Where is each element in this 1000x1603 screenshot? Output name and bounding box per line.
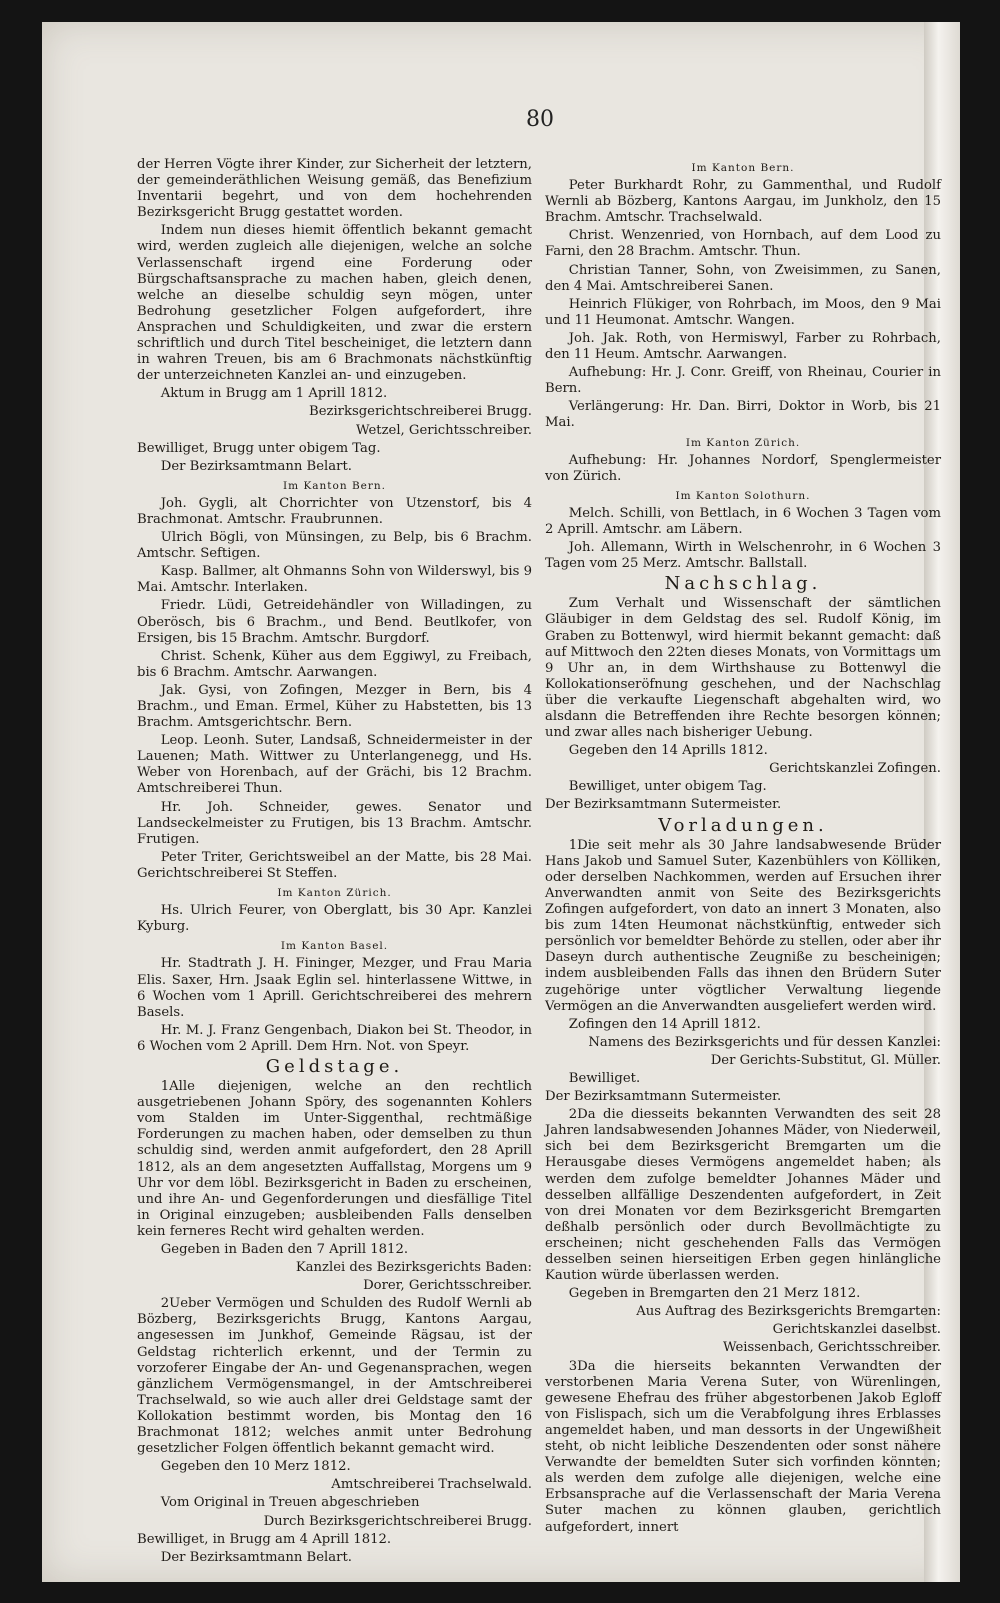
list-item: Joh. Jak. Roth, von Hermiswyl, Farber zu Rohrbach, den 11 Heum. Amtschr. Aarwangen. <box>545 330 941 363</box>
list-item: Kasp. Ballmer, alt Ohmanns Sohn von Wilderswyl, bis 9 Mai. Amtschr. Interlaken. <box>137 564 532 596</box>
paragraph: 1Alle diejenigen, welche an den rechtlich ausgetriebenen Johann Spöry, des sogenannten Kohlers vom Stalden im Unter-Siggenthal, rechtmäßige Forderungen zu machen haben, oder demselben zu thun schuldig sind, werden anmit aufgefordert, den 28 Aprill 1812, als an dem angesetzten Auffallstag, Morgens um 9 Uhr vor dem löbl. Bezirksgericht in Baden zu erscheinen, und ihre An- und Gegenforderungen und diesfällige Titel in Original einzugeben; ausbleibenden Falls denselben kein ferneres Recht wird gehalten werden. <box>137 1079 532 1239</box>
signature: Durch Bezirksgerichtschreiberei Brugg. <box>263 1513 532 1529</box>
list-item: Aufhebung: Hr. Johannes Nordorf, Spenglermeister von Zürich. <box>545 452 941 484</box>
date-line: Aktum in Brugg am 1 Aprill 1812. <box>160 386 388 402</box>
approval-line: Bewilliget. <box>568 1070 641 1086</box>
list-item: Joh. Gygli, alt Chorrichter von Utzenstorf, bis 4 Brachmonat. Amtschr. Fraubrunnen. <box>137 495 532 527</box>
right-column <box>545 157 941 1538</box>
page-number: 80 <box>526 107 554 132</box>
approval-line: Bewilliget, Brugg unter obigem Tag. <box>137 440 381 456</box>
section-subheading: Im Kanton Bern. <box>691 162 795 174</box>
signature: Namens des Bezirksgerichts und für dessen Kanzlei: <box>588 1034 941 1050</box>
date-line: Gegeben in Bremgarten den 21 Merz 1812. <box>568 1286 861 1302</box>
signature: Dorer, Gerichtsschreiber. <box>363 1278 532 1294</box>
date-line: Zofingen den 14 Aprill 1812. <box>568 1016 761 1032</box>
list-item: Peter Burkhardt Rohr, zu Gammenthal, und Rudolf Wernli ab Bözberg, Kantons Aargau, im Junkholz, den 15 Brachm. Amtschr. Trachselwald. <box>545 178 941 226</box>
signature: Weissenbach, Gerichtsschreiber. <box>723 1340 941 1356</box>
list-item: Christian Tanner, Sohn, von Zweisimmen, zu Sanen, den 4 Mai. Amtschreiberei Sanen. <box>545 262 941 294</box>
list-item: Christ. Wenzenried, von Hornbach, auf dem Lood zu Farni, den 28 Brachm. Amtschr. Thun. <box>545 228 941 260</box>
date-line: Gegeben den 10 Merz 1812. <box>160 1459 351 1475</box>
list-item: Hr. Joh. Schneider, gewes. Senator und Landseckelmeister zu Frutigen, bis 13 Brachm. Amtschr. Frutigen. <box>137 799 532 847</box>
signature: Amtschreiberei Trachselwald. <box>331 1477 532 1493</box>
section-subheading: Im Kanton Basel. <box>280 940 389 953</box>
approval-signature: Der Bezirksamtmann Belart. <box>160 458 352 474</box>
left-column <box>137 157 532 1568</box>
section-subheading: Im Kanton Zürich. <box>685 436 801 449</box>
list-item: Verlängerung: Hr. Dan. Birri, Doktor in Worb, bis 21 Mai. <box>545 399 941 431</box>
signature: Wetzel, Gerichtsschreiber. <box>355 422 532 438</box>
list-item: Hr. M. J. Franz Gengenbach, Diakon bei St. Theodor, in 6 Wochen vom 2 Aprill. Dem Hrn. Not. von Speyr. <box>137 1022 532 1054</box>
section-heading: Nachschlag. <box>664 573 822 595</box>
list-item: Jak. Gysi, von Zofingen, Mezger in Bern, bis 4 Brachm., und Eman. Ermel, Küher zu Habstetten, bis 13 Brachm. Amtsgerichtschr. Bern. <box>137 682 532 731</box>
paragraph: 2Ueber Vermögen und Schulden des Rudolf Wernli ab Bözberg, Bezirksgerichts Brugg, Kantons Aargau, angesessen im Junkhof, Gemeinde Rägsau, ist der Geldstag richterlich erkennt, und der Termin zu vorzoferer Eingabe der An- und Gegenansprachen, wegen gänzlichem Vermögensmangel, in der Amtschreiberei Trachselwald, so wie auch aller drei Geldstage samt der Kollokation bestimmt worden, bis Montag den 16 Brachmonat 1812; welches anmit unter Bedrohung gesetzlicher Folgen öffentlich bekannt gemacht wird. <box>137 1296 532 1457</box>
paragraph: Zum Verhalt und Wissenschaft der sämtlichen Gläubiger in dem Geldstag des sel. Rudolf König, im Graben zu Bottenwyl, wird hiermit bekannt gemacht: daß auf Mittwoch den 22ten dieses Monats, von Vormittags um 9 Uhr an, in dem Wirthshause zu Bottenwyl die Kollokationseröfnung geschehen, und der Nachschlag über die verkaufte Liegenschaft abgehalten wird, wo alsdann die Betreffenden ihre Rechte besorgen können; und zwar alles nach bisheriger Uebung. <box>545 596 941 741</box>
paragraph: der Herren Vögte ihrer Kinder, zur Sicherheit der letztern, der gemeinderäthlichen Weisung gemäß, das Benefizium Inventarii begehrt, und von dem hochehrenden Bezirksgericht Brugg gestattet worden. <box>137 157 532 221</box>
signature: Bezirksgerichtschreiberei Brugg. <box>309 404 532 420</box>
paragraph: 2Da die diesseits bekannten Verwandten des seit 28 Jahren landsabwesenden Johannes Mäder, von Niederweil, sich bei dem Bezirksgericht Bremgarten um die Herausgabe dieses Vermögens angemeldet haben; als werden dem zufolge bemeldter Johannes Mäder und desselben allfällige Deszendenten aufgefordert, in Zeit von drei Monaten vor dem Bezirksgericht Bremgarten deßhalb persönlich oder durch Bevollmächtigte zu erscheinen; nicht geschehenden Falls das Vermögen desselben seinen hierseitigen Erben gegen hinlängliche Kaution würde überlassen werden. <box>545 1107 941 1284</box>
signature: Gerichtskanzlei Zofingen. <box>769 761 941 777</box>
paragraph: 3Da die hierseits bekannten Verwandten der verstorbenen Maria Verena Suter, von Würenlingen, gewesene Ehefrau des früher abgestorbenen Jakob Egloff von Fislispach, sich um die Verabfolgung ihres Erblasses angemeldet haben, und man dessorts in der Ungewißheit steht, ob nicht leibliche Deszendenten oder sonst nähere Verwandte der bemeldten Suter sich vorfinden könnten; als werden dem zufolge alle diejenigen, welche eine Erbsansprache auf die Verlassenschaft der Maria Verena Suter machen zu können glauben, gerichtlich aufgefordert, innert <box>545 1358 941 1535</box>
approval-line: Bewilliget, in Brugg am 4 Aprill 1812. <box>137 1531 392 1547</box>
section-subheading: Im Kanton Zürich. <box>277 887 392 900</box>
list-item: Christ. Schenk, Küher aus dem Eggiwyl, zu Freibach, bis 6 Brachm. Amtschr. Aarwangen. <box>137 648 532 680</box>
signature: Der Gerichts-Substitut, Gl. Müller. <box>710 1052 941 1068</box>
list-item: Leop. Leonh. Suter, Landsaß, Schneidermeister in der Lauenen; Math. Wittwer zu Unterlangenegg, und Hs. Weber von Horenbach, auf der Grächi, bis 12 Brachm. Amtschreiberei Thun. <box>137 733 532 797</box>
list-item: Hr. Stadtrath J. H. Fininger, Mezger, und Frau Maria Elis. Saxer, Hrn. Jsaak Eglin sel. hinterlassene Wittwe, in 6 Wochen vom 1 Aprill. Gerichtschreiberei des mehrern Basels. <box>137 956 532 1020</box>
signature: Kanzlei des Bezirksgerichts Baden: <box>295 1260 532 1276</box>
list-item: Friedr. Lüdi, Getreidehändler von Willadingen, zu Oberösch, bis 6 Brachm., und Bend. Beutlkofer, von Ersigen, bis 15 Brachm. Amtschr. Burgdorf. <box>137 598 532 646</box>
paragraph: Indem nun dieses hiemit öffentlich bekannt gemacht wird, werden zugleich alle diejenigen, welche an solche Verlassenschaft irgend eine Forderung oder Bürgschaftsansprache zu machen haben, gleich denen, welche an dieselbe schuldig seyn mögen, unter Bedrohung gesetzlicher Folgen aufgefordert, ihre Ansprachen und Schuldigkeiten, und zwar die erstern schriftlich und durch Titel bescheiniget, die letztern dann in wahren Treuen, bis am 6 Brachmonats nächstkünftig der unterzeichneten Kanzlei an- und einzugeben. <box>137 223 532 384</box>
section-heading: Geldstage. <box>265 1055 404 1077</box>
section-heading: Vorladungen. <box>658 814 828 836</box>
signature: Gerichtskanzlei daselbst. <box>772 1322 941 1338</box>
signature: Aus Auftrag des Bezirksgerichts Bremgarten: <box>636 1304 941 1320</box>
list-item: Heinrich Flükiger, von Rohrbach, im Moos, den 9 Mai und 11 Heumonat. Amtschr. Wangen. <box>545 296 941 328</box>
date-line: Gegeben in Baden den 7 Aprill 1812. <box>160 1242 409 1257</box>
approval-line: Bewilliget, unter obigem Tag. <box>568 779 767 795</box>
newspaper-page <box>42 22 960 1582</box>
section-subheading: Im Kanton Solothurn. <box>675 489 811 502</box>
list-item: Melch. Schilli, von Bettlach, in 6 Wochen 3 Tagen vom 2 Aprill. Amtschr. am Läbern. <box>545 505 941 537</box>
approval-signature: Der Bezirksamtmann Sutermeister. <box>545 797 782 813</box>
approval-signature: Der Bezirksamtmann Belart. <box>160 1549 352 1565</box>
paragraph: 1Die seit mehr als 30 Jahre landsabwesende Brüder Hans Jakob und Samuel Suter, Kazenbühlers von Kölliken, oder derselben Nachkommen, werden auf Ersuchen ihrer Anverwandten anmit von Seite des Bezirksgerichts Zofingen aufgefordert, von dato an innert 3 Monaten, also bis zum 14ten Heumonat nächstkünftig, entweder sich persönlich vor bemeldter Behörde zu stellen, oder aber ihr Daseyn durch authentische Zeugniße zu bescheinigen; indem ausbleibenden Falls das ihnen den Brüdern Suter zugehörige unter vögtlicher Verwaltung liegende Vermögen an die Anverwandten ausgeliefert werden wird. <box>545 837 941 1014</box>
list-item: Ulrich Bögli, von Münsingen, zu Belp, bis 6 Brachm. Amtschr. Seftigen. <box>137 530 532 562</box>
list-item: Hs. Ulrich Feurer, von Oberglatt, bis 30 Apr. Kanzlei Kyburg. <box>137 903 532 935</box>
list-item: Peter Triter, Gerichtsweibel an der Matte, bis 28 Mai. Gerichtschreiberei St Steffen. <box>137 849 532 881</box>
approval-signature: Der Bezirksamtmann Sutermeister. <box>545 1089 782 1105</box>
date-line: Gegeben den 14 Aprills 1812. <box>568 743 768 759</box>
list-item: Joh. Allemann, Wirth in Welschenrohr, in 6 Wochen 3 Tagen vom 25 Merz. Amtschr. Ballstall. <box>545 540 941 572</box>
copy-note: Vom Original in Treuen abgeschrieben <box>160 1495 420 1511</box>
list-item: Aufhebung: Hr. J. Conr. Greiff, von Rheinau, Courier in Bern. <box>545 365 941 397</box>
section-subheading: Im Kanton Bern. <box>283 479 386 492</box>
